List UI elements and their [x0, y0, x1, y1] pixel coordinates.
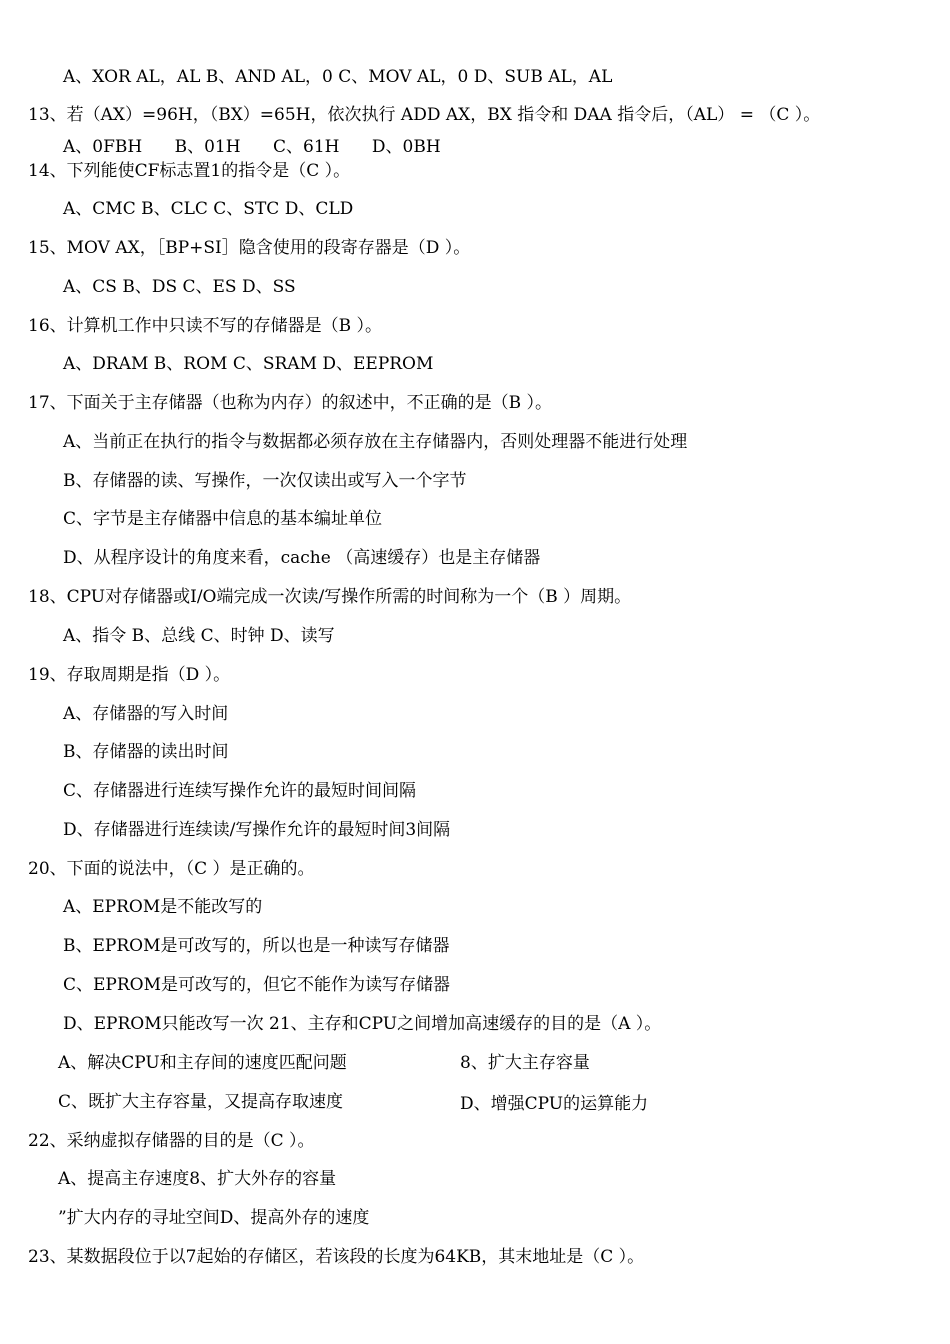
q14-question: 14、下列能使CF标志置1的指令是（C ）。 — [28, 161, 351, 181]
q19-question: 19、存取周期是指（D ）。 — [28, 665, 231, 685]
q19-option-d: D、存储器进行连续读/写操作允许的最短时间3间隔 — [63, 820, 451, 840]
q20-option-b: B、EPROM是可改写的，所以也是一种读写存储器 — [63, 936, 450, 956]
q17-option-b: B、存储器的读、写操作，一次仅读出或写入一个字节 — [63, 471, 467, 491]
q21-option-b: 8、扩大主存容量 — [460, 1053, 590, 1073]
q16-question: 16、计算机工作中只读不写的存储器是（B ）。 — [28, 316, 383, 336]
q19-option-c: C、存储器进行连续写操作允许的最短时间间隔 — [63, 781, 417, 801]
q17-option-a: A、当前正在执行的指令与数据都必须存放在主存储器内，否则处理器不能进行处理 — [63, 432, 688, 452]
q15-question: 15、MOV AX，［BP+SI］隐含使用的段寄存器是（D ）。 — [28, 238, 471, 258]
q15-options: A、CS B、DS C、ES D、SS — [63, 277, 296, 297]
q18-options: A、指令 B、总线 C、时钟 D、读写 — [63, 626, 335, 646]
q17-question: 17、下面关于主存储器（也称为内存）的叙述中，不正确的是（B ）。 — [28, 393, 553, 413]
q21-option-a: A、解决CPU和主存间的速度匹配问题 — [58, 1053, 347, 1073]
q22-options-cd: ”扩大内存的寻址空间D、提高外存的速度 — [58, 1208, 370, 1228]
q20-option-d-and-q21: D、EPROM只能改写一次 21、主存和CPU之间增加高速缓存的目的是（A ）。 — [63, 1014, 662, 1034]
q19-option-b: B、存储器的读出时间 — [63, 742, 229, 762]
q20-question: 20、下面的说法中，（C ）是正确的。 — [28, 859, 315, 879]
q13-question: 13、若（AX）=96H，（BX）=65H，依次执行 ADD AX，BX 指令和 DAA 指令后，（AL） = （C ）。 — [28, 105, 821, 125]
q20-option-c: C、EPROM是可改写的，但它不能作为读写存储器 — [63, 975, 450, 995]
q17-option-c: C、字节是主存储器中信息的基本编址单位 — [63, 509, 383, 529]
q12-options: A、XOR AL，AL B、AND AL，0 C、MOV AL，0 D、SUB AL，AL — [63, 67, 613, 87]
q17-option-d: D、从程序设计的角度来看，cache （高速缓存）也是主存储器 — [63, 548, 541, 568]
q13-options: A、0FBH B、01H C、61H D、0BH — [63, 137, 441, 157]
q22-question: 22、采纳虚拟存储器的目的是（C ）。 — [28, 1131, 315, 1151]
q21-option-d: D、增强CPU的运算能力 — [460, 1094, 649, 1114]
q23-question: 23、某数据段位于以7起始的存储区，若该段的长度为64KB，其末地址是（C ）。 — [28, 1247, 645, 1267]
q19-option-a: A、存储器的写入时间 — [63, 704, 229, 724]
q21-option-c: C、既扩大主存容量，又提高存取速度 — [58, 1092, 344, 1112]
q14-options: A、CMC B、CLC C、STC D、CLD — [63, 199, 354, 219]
q22-options-ab: A、提高主存速度8、扩大外存的容量 — [58, 1169, 337, 1189]
q16-options: A、DRAM B、ROM C、SRAM D、EEPROM — [63, 354, 434, 374]
q18-question: 18、CPU对存储器或I/O端完成一次读/写操作所需的时间称为一个（B ）周期。 — [28, 587, 632, 607]
q20-option-a: A、EPROM是不能改写的 — [63, 897, 263, 917]
